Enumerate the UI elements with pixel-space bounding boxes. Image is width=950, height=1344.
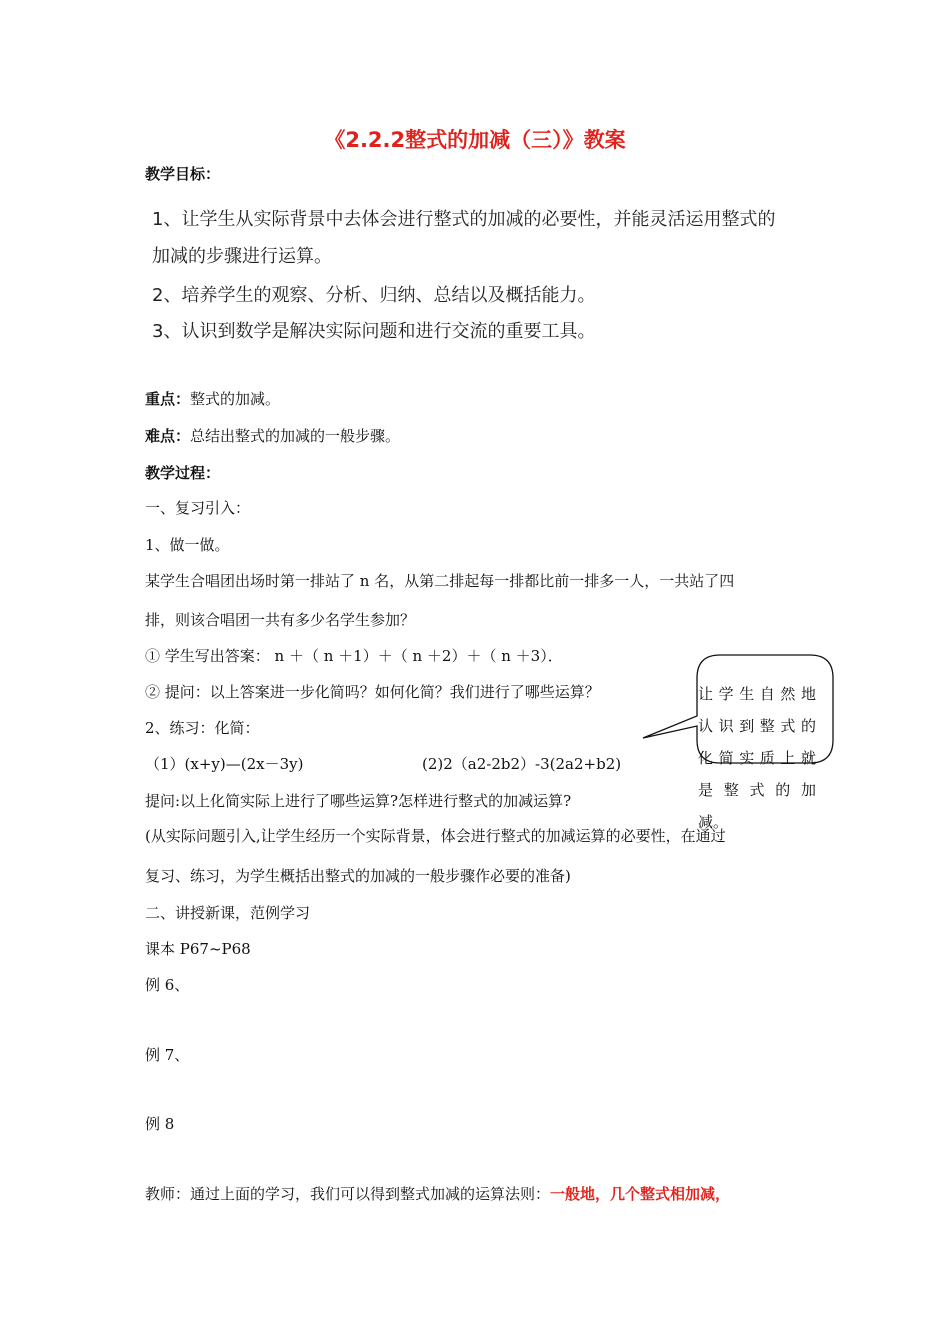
exercise-heading: 2、练习：化简： <box>145 719 260 737</box>
callout-line: 让学生自然地 <box>698 685 816 703</box>
callout-line: 减。 <box>698 813 729 831</box>
difficulty-text: 总结出整式的加减的一般步骤。 <box>190 427 401 445</box>
key-point-label: 重点： <box>145 390 191 408</box>
example-label: 例 7、 <box>145 1046 190 1064</box>
question-line: 提问:以上化简实际上进行了哪些运算?怎样进行整式的加减运算? <box>145 792 572 810</box>
note-line: (从实际问题引入,让学生经历一个实际背景，体会进行整式的加减运算的必要性，在通过 <box>145 827 726 845</box>
callout-line: 化简实质上就 <box>698 749 816 767</box>
goal-line: 1、让学生从实际背景中去体会进行整式的加减的必要性，并能灵活运用整式的 <box>152 209 776 230</box>
textbook-ref: 课本 P67~P68 <box>145 940 251 958</box>
document-title: 《2.2.2整式的加减（三）》教案 <box>324 128 626 152</box>
section-heading: 一、复习引入： <box>145 499 251 517</box>
goal-line: 2、培养学生的观察、分析、归纳、总结以及概括能力。 <box>152 285 596 306</box>
process-heading: 教学过程： <box>145 464 221 482</box>
section-heading: 二、讲授新课，范例学习 <box>145 904 311 922</box>
teacher-text: 教师：通过上面的学习，我们可以得到整式加减的运算法则： <box>145 1185 551 1203</box>
note-line: 复习、练习，为学生概括出整式的加减的一般步骤作必要的准备) <box>145 867 571 885</box>
example-label: 例 8 <box>145 1115 175 1133</box>
goal-line: 3、认识到数学是解决实际问题和进行交流的重要工具。 <box>152 321 596 342</box>
callout-text <box>698 678 816 838</box>
callout-line: 是整式的加 <box>698 781 816 799</box>
difficulty <box>145 426 400 446</box>
goals-heading: 教学目标： <box>145 165 221 183</box>
exercise-item-2: (2)2（a2-2b2）-3(2a2+b2) <box>422 755 622 773</box>
key-point-text: 整式的加减。 <box>190 390 281 408</box>
key-point <box>145 389 280 409</box>
goal-line: 加减的步骤进行运算。 <box>152 246 332 267</box>
answer-line: ① 学生写出答案： n ＋（ n ＋1）＋（ n ＋2）＋（ n ＋3）． <box>145 647 563 665</box>
problem-text: 某学生合唱团出场时第一排站了 n 名，从第二排起每一排都比前一排多一人，一共站了四 <box>145 572 735 590</box>
callout-line: 认识到整式的 <box>698 717 816 735</box>
difficulty-label: 难点： <box>145 427 191 445</box>
teacher-highlight: 一般地，几个整式相加减， <box>550 1185 731 1203</box>
exercise-item-1: （1）(x+y)—(2x－3y) <box>145 755 304 773</box>
teacher-line <box>145 1184 730 1204</box>
problem-text: 排，则该合唱团一共有多少名学生参加？ <box>145 611 416 629</box>
example-label: 例 6、 <box>145 976 190 994</box>
subsection-heading: 1、做一做。 <box>145 536 230 554</box>
question-line: ② 提问：以上答案进一步化简吗？如何化简？我们进行了哪些运算？ <box>145 683 600 701</box>
